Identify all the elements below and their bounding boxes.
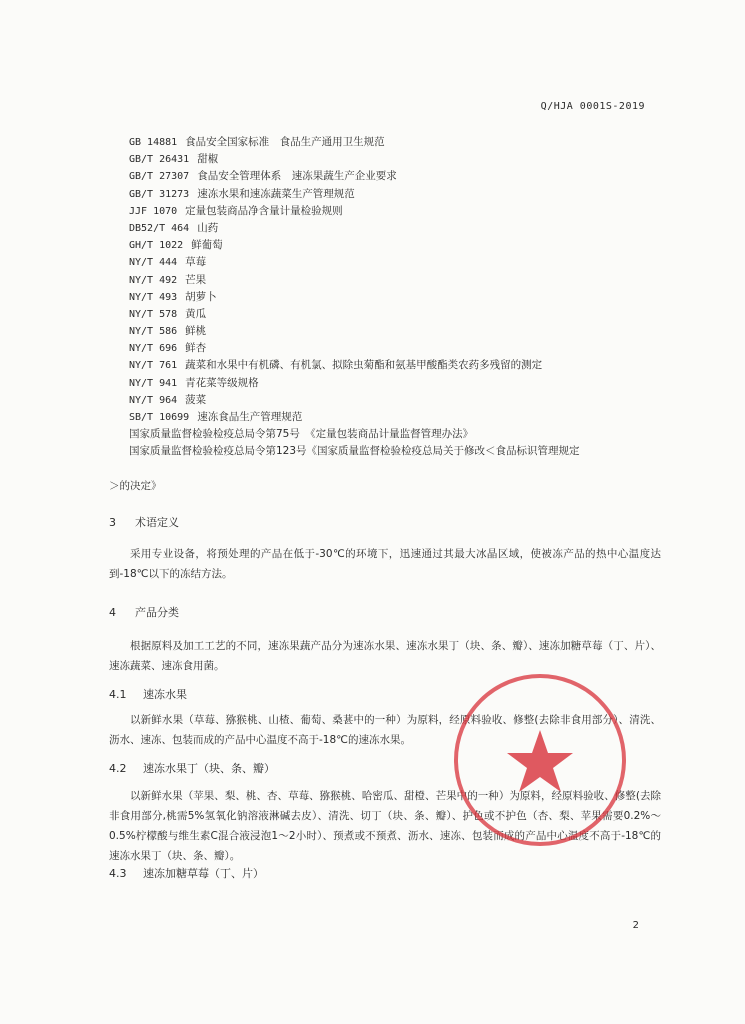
reference-item	[129, 375, 669, 392]
reference-title: 食品安全国家标准 食品生产通用卫生规范	[185, 136, 385, 148]
section-4-paragraph: 根据原料及加工工艺的不同，速冻果蔬产品分为速冻水果、速冻水果丁（块、条、瓣）、速冻加糖草莓（丁、片）、速冻蔬菜、速冻食用菌。	[109, 640, 661, 672]
reference-title: 甜椒	[197, 153, 219, 166]
reference-item	[129, 340, 669, 357]
reference-item	[129, 409, 669, 426]
section-number: 4.3	[109, 867, 127, 880]
reference-code: NY/T 578	[129, 308, 178, 320]
page-number: 2	[632, 920, 639, 931]
reference-title: 鲜杏	[185, 342, 207, 355]
reference-continuation: ＞的决定》	[109, 480, 162, 492]
section-number: 3	[109, 516, 116, 529]
reference-item	[129, 254, 669, 271]
reference-item	[129, 289, 669, 306]
reference-title: 菠菜	[185, 393, 207, 406]
reference-item	[129, 306, 669, 323]
section-title: 速冻水果丁（块、条、瓣）	[143, 762, 275, 775]
reference-title: 速冻水果和速冻蔬菜生产管理规范	[197, 187, 355, 200]
section-title: 速冻加糖草莓（丁、片）	[143, 867, 264, 880]
reference-code: JJF 1070	[129, 205, 178, 217]
section-4-heading	[109, 604, 179, 620]
reference-item	[129, 443, 669, 460]
reference-code: NY/T 941	[129, 377, 178, 389]
reference-code: NY/T 696	[129, 343, 178, 355]
section-3-heading	[109, 514, 179, 530]
section-4-1-paragraph: 以新鲜水果（草莓、猕猴桃、山楂、葡萄、桑葚中的一种）为原料，经原料验收、修整(去除非食用部分）、清洗、沥水、速冻、包装而成的产品中心温度不高于-18℃的速冻水果。	[109, 714, 661, 746]
section-4-2-heading	[109, 760, 275, 776]
reference-code: NY/T 493	[129, 291, 178, 303]
reference-code: NY/T 492	[129, 274, 178, 286]
reference-list	[129, 134, 669, 461]
reference-item	[129, 237, 669, 254]
reference-title: 黄瓜	[185, 307, 207, 320]
reference-item	[129, 203, 669, 220]
reference-item	[129, 323, 669, 340]
reference-title: 国家质量监督检验检疫总局令第75号 《定量包装商品计量监督管理办法》	[129, 428, 474, 441]
reference-code: GB 14881	[129, 137, 178, 148]
reference-item	[129, 272, 669, 289]
reference-item	[129, 426, 669, 443]
reference-item	[129, 186, 669, 203]
reference-item	[129, 357, 669, 374]
company-seal-stamp	[440, 660, 640, 860]
reference-title: 山药	[197, 221, 219, 234]
reference-title: 国家质量监督检验检疫总局令第123号《国家质量监督检验检疫总局关于修改＜食品标识管理规定	[129, 445, 580, 458]
reference-code: GB/T 31273	[129, 188, 190, 200]
reference-code: GB/T 26431	[129, 154, 190, 166]
section-title: 术语定义	[135, 516, 179, 529]
section-4-2-paragraph: 以新鲜水果（苹果、梨、桃、杏、草莓、猕猴桃、哈密瓜、甜橙、芒果中的一种）为原料，经原料验收、修整(去除非食用部分,桃需5%氢氧化钠溶液淋碱去皮）、清洗、切丁（块、条、瓣）、护色或不护色（杏、梨、苹果需要0.2%～0.5%柠檬酸与维生素C混合液浸泡1～2小时）、预煮或不预煮、沥水、速冻、包装而成的产品中心温度不高于-18℃的速冻水果丁（块、条、瓣）。	[109, 790, 661, 862]
reference-code: SB/T 10699	[129, 412, 190, 423]
reference-title: 芒果	[185, 273, 207, 286]
section-title: 产品分类	[135, 606, 179, 619]
reference-title: 蔬菜和水果中有机磷、有机氯、拟除虫菊酯和氨基甲酸酯类农药多残留的测定	[185, 359, 543, 372]
section-number: 4.2	[109, 762, 127, 775]
reference-title: 鲜桃	[185, 325, 207, 338]
reference-code: NY/T 586	[129, 326, 178, 338]
reference-title: 鲜葡萄	[191, 239, 223, 252]
section-4-3-heading	[109, 865, 264, 881]
reference-code: NY/T 964	[129, 394, 178, 406]
reference-item	[129, 134, 669, 151]
section-number: 4	[109, 606, 116, 619]
reference-item	[129, 168, 669, 185]
reference-code: GH/T 1022	[129, 240, 184, 252]
reference-code: NY/T 761	[129, 360, 178, 372]
reference-code: DB52/T 464	[129, 222, 190, 234]
document-code: Q/HJA 0001S-2019	[540, 101, 645, 112]
reference-title: 青花菜等级规格	[185, 376, 259, 389]
section-3-paragraph: 采用专业设备，将预处理的产品在低于-30℃的环境下，迅速通过其最大冰晶区域，使被冻产品的热中心温度达到-18℃以下的冻结方法。	[109, 548, 661, 580]
reference-title: 定量包装商品净含量计量检验规则	[185, 204, 343, 217]
section-number: 4.1	[109, 688, 127, 701]
reference-title: 食品安全管理体系 速冻果蔬生产企业要求	[197, 170, 397, 183]
section-title: 速冻水果	[143, 688, 187, 701]
reference-code: GB/T 27307	[129, 171, 190, 183]
reference-item	[129, 151, 669, 168]
reference-item	[129, 220, 669, 237]
reference-title: 速冻食品生产管理规范	[197, 411, 303, 423]
section-4-1-heading	[109, 686, 187, 702]
reference-title: 草莓	[185, 256, 207, 269]
reference-title: 胡萝卜	[185, 290, 217, 303]
reference-item	[129, 392, 669, 409]
reference-code: NY/T 444	[129, 257, 178, 269]
